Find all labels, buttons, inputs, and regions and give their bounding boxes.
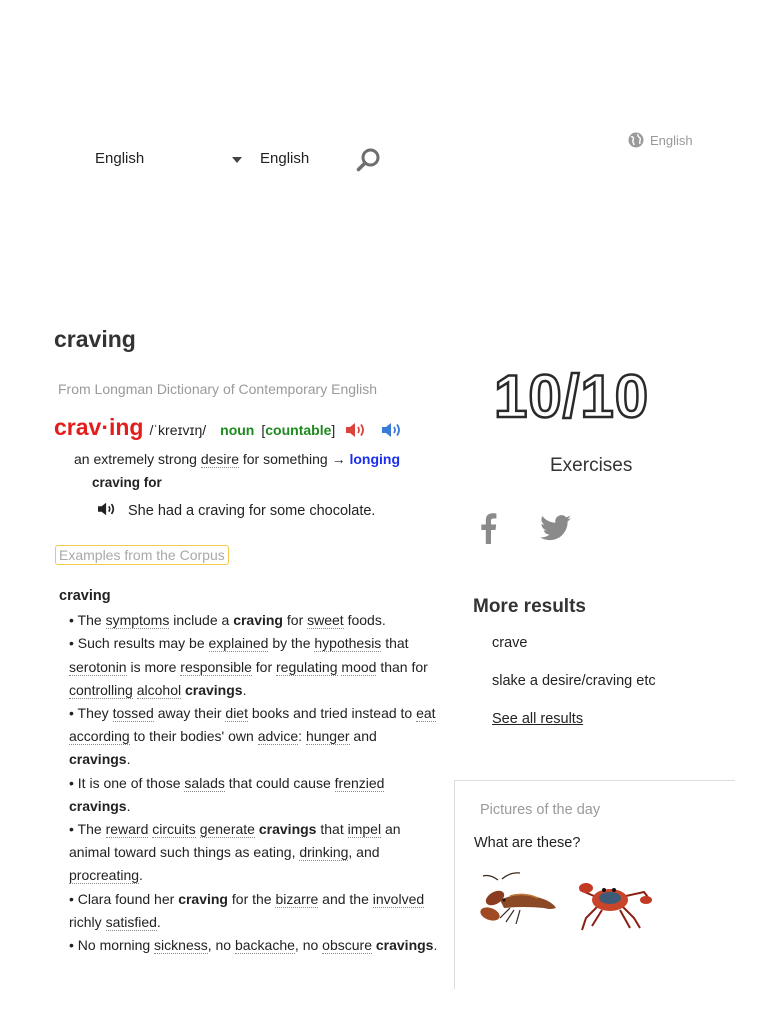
example-sentence (96, 500, 375, 522)
corpus-sentence (69, 888, 439, 934)
pictures-of-the-day-title: Pictures of the day (480, 802, 601, 818)
corpus-keyword: craving (233, 612, 283, 629)
corpus-examples (59, 585, 439, 957)
corpus-text: richly (69, 913, 102, 930)
corpus-keyword: cravings (375, 937, 434, 954)
corpus-text: books and tried instead (251, 705, 397, 722)
speaker-icon (96, 500, 118, 518)
corpus-word-link[interactable]: tossed (112, 705, 154, 722)
corpus-keyword: cravings (69, 751, 127, 768)
more-results-title: More results (473, 596, 586, 617)
site-language-label: English (650, 132, 693, 148)
corpus-sentence (69, 772, 439, 818)
corpus-sentence (69, 609, 439, 632)
corpus-word-link[interactable]: symptoms (105, 612, 170, 629)
corpus-word-link[interactable]: sweet (307, 612, 344, 629)
corpus-keyword: cravings (258, 821, 317, 838)
corpus-text: away their (157, 705, 222, 722)
corpus-text: • They (69, 705, 109, 722)
corpus-text: to their bodies' own (133, 728, 254, 745)
corpus-examples-button[interactable]: Examples from the Corpus (55, 545, 229, 565)
site-language-switcher[interactable] (628, 132, 693, 148)
corpus-text: for (286, 612, 304, 629)
definition-text: an extremely strong (74, 451, 197, 467)
headword: crav·ing (54, 414, 144, 440)
corpus-text: foods. (347, 612, 386, 629)
corpus-text: animal toward such things as eating, (69, 844, 296, 861)
more-result-link[interactable]: crave (492, 635, 528, 651)
grammar-bracket-open: [ (261, 422, 266, 438)
corpus-word-link[interactable]: serotonin (69, 658, 127, 675)
corpus-heading: craving (59, 588, 111, 604)
corpus-text: • The (69, 612, 102, 629)
corpus-word-link[interactable]: generate (199, 821, 255, 838)
definition (74, 451, 400, 467)
target-language-select[interactable]: English (260, 150, 310, 167)
corpus-text: . (126, 797, 131, 814)
corpus-text: an (384, 821, 401, 838)
corpus-word-link[interactable]: alcohol (136, 681, 182, 698)
corpus-text: • No morning (69, 937, 151, 954)
corpus-word-link[interactable]: bizarre (275, 890, 319, 907)
corpus-word-link[interactable]: eat (416, 705, 436, 722)
corpus-text: , no (207, 937, 232, 954)
definition-link[interactable]: desire (200, 451, 239, 467)
corpus-word-link[interactable]: according (69, 728, 130, 745)
twitter-icon (540, 515, 572, 541)
corpus-word-link[interactable]: mood (341, 658, 377, 675)
grammar-bracket-close: ] (331, 422, 336, 438)
corpus-text: than (380, 658, 408, 675)
corpus-word-link[interactable]: explained (208, 635, 269, 652)
corpus-word-link[interactable]: diet (225, 705, 248, 722)
corpus-text: • It is one of those (69, 774, 181, 791)
corpus-word-link[interactable]: involved (372, 890, 425, 907)
corpus-word-link[interactable]: frenzied (334, 774, 385, 791)
source-language-select[interactable]: English (95, 150, 145, 167)
corpus-word-link[interactable]: circuits (152, 821, 196, 838)
grammar-note (261, 422, 335, 438)
see-all-results-link[interactable]: See all results (492, 711, 584, 727)
corpus-keyword: cravings (69, 797, 127, 814)
picture-option-lobster[interactable] (480, 870, 560, 945)
corpus-text: . (126, 751, 131, 768)
collocation: craving for (92, 475, 162, 490)
corpus-word-link[interactable]: drinking (299, 844, 349, 861)
corpus-text: . (156, 913, 161, 930)
corpus-word-link[interactable]: backache (234, 937, 295, 954)
pronunciation: /ˈkreɪvɪŋ/ (149, 422, 207, 438)
british-pronunciation-button[interactable] (344, 420, 368, 445)
part-of-speech: noun (220, 422, 255, 438)
picture-option-crab[interactable] (574, 870, 654, 945)
definition-text-end: for something → (242, 451, 346, 467)
twitter-share-button[interactable] (540, 515, 572, 546)
corpus-word-link[interactable]: salads (184, 774, 225, 791)
facebook-icon (478, 512, 498, 544)
facebook-share-button[interactable] (478, 512, 498, 549)
corpus-word-link[interactable]: regulating (276, 658, 338, 675)
corpus-text: . (242, 681, 247, 698)
example-audio-button[interactable] (96, 500, 118, 522)
exercise-score[interactable]: 10/10 (494, 363, 650, 430)
corpus-word-link[interactable]: hypothesis (314, 635, 382, 652)
corpus-text: • The (69, 821, 102, 838)
page-title: craving (54, 326, 136, 352)
search-button[interactable] (354, 145, 384, 175)
example-text: She had a craving for some chocolate. (128, 503, 376, 519)
search-icon (354, 145, 384, 175)
corpus-text: , no (294, 937, 319, 954)
corpus-keyword: cravings (184, 681, 243, 698)
corpus-text: . (433, 937, 438, 954)
corpus-text: . (139, 867, 143, 884)
corpus-text: • Such results may be (69, 635, 205, 652)
corpus-sentence (69, 934, 439, 957)
corpus-word-link[interactable]: controlling (69, 681, 133, 698)
entry-headline (54, 414, 335, 441)
corpus-text: • Clara found her (69, 890, 175, 907)
chevron-down-icon[interactable] (232, 157, 242, 163)
corpus-text: include a (173, 612, 230, 629)
corpus-text: for the (231, 890, 272, 907)
corpus-text: that (385, 635, 409, 652)
corpus-sentence (69, 818, 439, 888)
corpus-text: by the (272, 635, 311, 652)
exercises-link[interactable]: Exercises (550, 455, 633, 476)
corpus-text: to (400, 705, 413, 722)
corpus-text: for (255, 658, 273, 675)
corpus-sentence (69, 632, 439, 702)
corpus-keyword: craving (178, 890, 228, 907)
pictures-of-the-day-question: What are these? (474, 835, 581, 851)
more-result-link[interactable]: slake a desire/craving etc (492, 673, 656, 689)
lobster-image (480, 870, 560, 945)
corpus-text: , and (348, 844, 380, 861)
cross-reference-link[interactable]: longing (349, 451, 401, 467)
corpus-word-link[interactable]: reward (105, 821, 149, 838)
corpus-text: and the (322, 890, 369, 907)
crab-image (574, 870, 654, 945)
globe-icon (628, 132, 644, 148)
corpus-text: : (298, 728, 303, 745)
american-pronunciation-button[interactable] (380, 420, 404, 445)
corpus-word-link[interactable]: satisfied (105, 913, 157, 930)
grammar-label: countable (265, 422, 332, 438)
corpus-text: that could cause (228, 774, 331, 791)
corpus-word-link[interactable]: advice (257, 728, 299, 745)
corpus-sentence (69, 702, 439, 772)
corpus-word-link[interactable]: responsible (180, 658, 252, 675)
dictionary-source: From Longman Dictionary of Contemporary English (58, 381, 378, 397)
corpus-text: for (411, 658, 428, 675)
corpus-word-link[interactable]: obscure (322, 937, 372, 954)
corpus-text: and (353, 728, 377, 745)
corpus-word-link[interactable]: impel (347, 821, 382, 838)
corpus-word-link[interactable]: sickness (154, 937, 208, 954)
speaker-british-icon (344, 420, 368, 440)
corpus-text: is more (130, 658, 177, 675)
speaker-american-icon (380, 420, 404, 440)
corpus-text: that (320, 821, 344, 838)
corpus-word-link[interactable]: procreating (69, 867, 140, 884)
corpus-word-link[interactable]: hunger (305, 728, 350, 745)
